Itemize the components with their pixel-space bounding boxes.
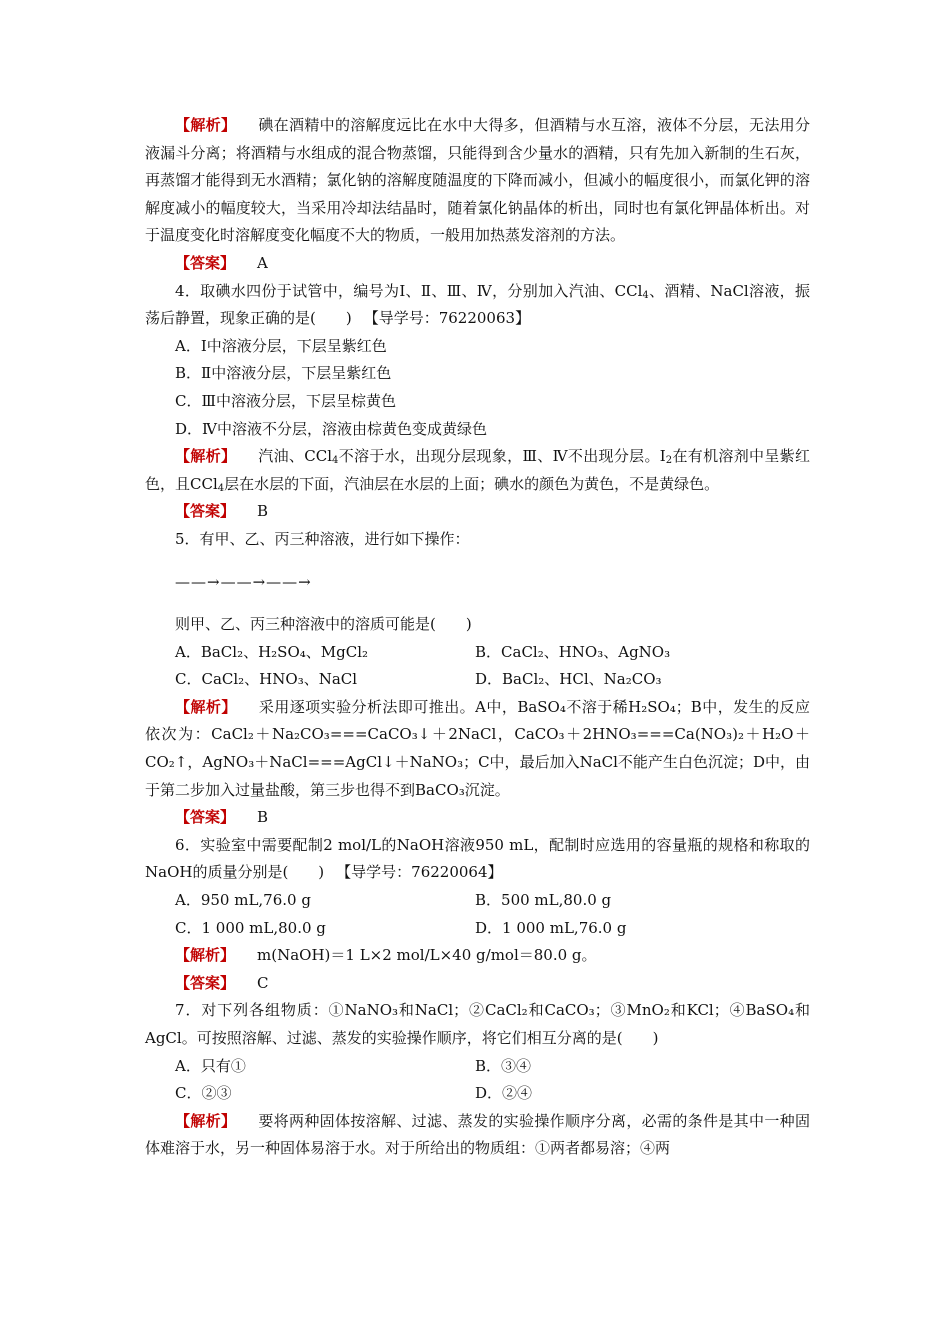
q4-analysis: 【解析】 汽油、CCl$_4$不溶于水，出现分层现象，Ⅲ、Ⅳ不出现分层。$I_2$在有机溶剂中呈紫红色，且CCl$_4$层在水层的下面，汽油层在水层的上面；碘水的颜色为黄色，不是黄绿色。: [145, 447, 810, 494]
answer-tag: 【答案】: [175, 973, 236, 992]
q5-stem: 5．有甲、乙、丙三种溶液，进行如下操作：: [175, 529, 470, 548]
q5-question: 则甲、乙、丙三种溶液中的溶质可能是( ): [175, 615, 472, 634]
q4-stem: 4．取碘水四份于试管中，编号为Ⅰ、Ⅱ、Ⅲ、Ⅳ，分别加入汽油、CCl$_4$、酒精、NaCl溶液，振荡后静置，现象正确的是( ) 【导学号：76220063】: [145, 281, 811, 328]
q7-option-d: D．②④: [475, 1084, 533, 1103]
q5-options-row-1: [145, 639, 810, 667]
q5-option-a: A．BaCl₂、H₂SO₄、MgCl₂: [175, 642, 369, 661]
q6-ref: 【导学号：76220064】: [336, 863, 503, 882]
q5-arrows: ——→——→——→: [175, 572, 312, 591]
analysis-tag: 【解析】: [175, 447, 237, 466]
q6-option-d: D．1 000 mL,76.0 g: [475, 918, 627, 937]
q4-option-d: D．Ⅳ中溶液不分层，溶液由棕黄色变成黄绿色: [175, 419, 488, 438]
q3-answer: 【答案】 A: [175, 253, 268, 272]
q5-option-d: D．BaCl₂、HCl、Na₂CO₃: [475, 670, 662, 689]
q7-option-b: B．③④: [475, 1056, 532, 1075]
q7-option-a: A．只有①: [175, 1056, 246, 1075]
q6-options-row-2: [145, 915, 810, 943]
q7-analysis: 【解析】 要将两种固体按溶解、过滤、蒸发的实验操作顺序分离，必需的条件是其中一种固体难溶于水，另一种固体易溶于水。对于所给出的物质组：①两者都易溶；④两: [145, 1111, 810, 1158]
answer-tag: 【答案】: [175, 502, 236, 521]
analysis-tag: 【解析】: [175, 697, 237, 716]
document-body: [145, 112, 810, 1163]
q3-analysis: 【解析】 碘在酒精中的溶解度远比在水中大得多，但酒精与水互溶，液体不分层，无法用分液漏斗分离；将酒精与水组成的混合物蒸馏，只能得到含少量水的酒精，只有先加入新制的生石灰，再蒸馏才能得到无水酒精；氯化钠的溶解度随温度的下降而减小，但减小的幅度很小，而氯化钾的溶解度减小的幅度较大，当采用冷却法结晶时，随着氯化钠晶体的析出，同时也有氯化钾晶体析出。对于温度变化时溶解度变化幅度不大的物质，一般用加热蒸发溶剂的方法。: [145, 116, 810, 245]
analysis-tag: 【解析】: [175, 946, 236, 965]
q4-option-a: A．Ⅰ中溶液分层，下层呈紫红色: [175, 336, 387, 355]
q6-answer: 【答案】 C: [175, 973, 269, 992]
q6-analysis: 【解析】 m(NaOH)＝1 L×2 mol/L×40 g/mol＝80.0 g。: [175, 946, 597, 965]
q4-ref: 【导学号：76220063】: [363, 309, 531, 328]
q5-options-row-2: [145, 666, 810, 694]
q4-answer: 【答案】 B: [175, 502, 269, 521]
q6-option-a: A．950 mL,76.0 g: [175, 891, 311, 910]
q5-option-b: B．CaCl₂、HNO₃、AgNO₃: [475, 642, 671, 661]
q4-option-c: C．Ⅲ中溶液分层，下层呈棕黄色: [175, 391, 396, 410]
q5-answer: 【答案】 B: [175, 808, 269, 827]
q4-option-b: B．Ⅱ中溶液分层，下层呈紫红色: [175, 364, 392, 383]
q7-options-row-1: [145, 1053, 810, 1081]
answer-tag: 【答案】: [175, 808, 236, 827]
q6-options-row-1: [145, 887, 810, 915]
answer-tag: 【答案】: [175, 253, 236, 272]
q6-stem: 6．实验室中需要配制2 mol/L的NaOH溶液950 mL，配制时应选用的容量瓶的规格和称取的NaOH的质量分别是( ) 【导学号：76220064】: [145, 835, 810, 882]
q7-stem: 7．对下列各组物质：①NaNO₃和NaCl；②CaCl₂和CaCO₃；③MnO₂和KCl；④BaSO₄和AgCl。可按照溶解、过滤、蒸发的实验操作顺序，将它们相互分离的是( ): [145, 1001, 810, 1047]
q6-option-c: C．1 000 mL,80.0 g: [175, 918, 326, 937]
q5-analysis: 【解析】 采用逐项实验分析法即可推出。A中，BaSO₄不溶于稀H₂SO₄；B中，发生的反应依次为：CaCl₂＋Na₂CO₃===CaCO₃↓＋2NaCl，CaCO₃＋2HNO₃===Ca(NO₃)₂＋H₂O＋CO₂↑，AgNO₃＋NaCl===AgCl↓＋NaNO₃；C中，最后加入NaCl不能产生白色沉淀；D中，由于第二步加入过量盐酸，第三步也得不到BaCO₃沉淀。: [145, 697, 810, 799]
q7-option-c: C．②③: [175, 1084, 232, 1103]
analysis-tag: 【解析】: [175, 116, 237, 134]
analysis-tag: 【解析】: [175, 1111, 237, 1130]
q5-option-c: C．CaCl₂、HNO₃、NaCl: [175, 670, 358, 689]
q7-options-row-2: [145, 1080, 810, 1108]
q6-option-b: B．500 mL,80.0 g: [475, 891, 612, 910]
